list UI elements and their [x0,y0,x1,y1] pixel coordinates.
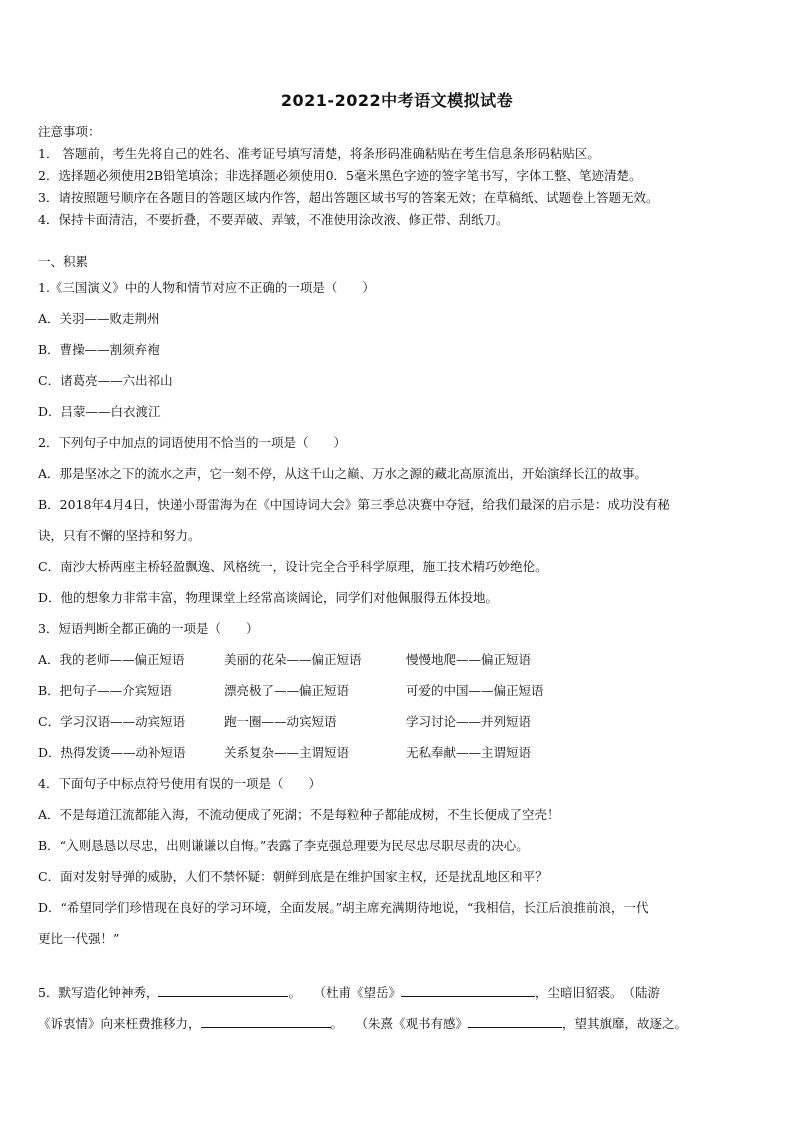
q4-option-d-line1: D．“希望同学们珍惜现在良好的学习环境，全面发展。”胡主席充满期待地说，“我相信，长江后浪推前浪，一代 [38,900,649,915]
q3-a-col2: 美丽的花朵——偏正短语 [224,652,362,667]
q5-blank-3[interactable] [201,1015,331,1028]
q3-d-col1: D．热得发烫——动补短语 [38,745,186,760]
q3-row-a [38,650,531,668]
q3-a-col1: A．我的老师——偏正短语 [38,652,185,667]
q5-text-2: 。 （杜甫《望岳》 [288,985,401,1000]
q3-stem: 3．短语判断全都正确的一项是（ ） [38,621,259,636]
q5-text-5: 。 （朱熹《观书有感》 [330,1016,469,1031]
notice-item-2: 2．选择题必须使用2B铅笔填涂；非选择题必须使用0．5毫米黑色字迹的签字笔书写，字体工整、笔迹清楚。 [38,168,642,183]
q3-b-col2: 漂亮极了——偏正短语 [224,683,350,698]
q2-option-d: D．他的想象力非常丰富，物理课堂上经常高谈阔论，同学们对他佩服得五体投地。 [38,590,499,605]
q4-option-b: B．“入则恳恳以尽忠，出则谦谦以自悔。”表露了李克强总理要为民尽忠尽职尽责的决心。 [38,838,529,853]
q3-b-col3: 可爱的中国——偏正短语 [406,683,544,698]
section-heading: 一、积累 [38,254,89,269]
q5-line1 [38,983,660,1001]
q4-stem: 4．下面句子中标点符号使用有误的一项是（ ） [38,776,321,791]
exam-title: 2021-2022中考语文模拟试卷 [280,91,514,110]
q2-stem: 2．下列句子中加点的词语使用不恰当的一项是（ ） [38,435,346,450]
q3-row-b [38,681,544,699]
q3-a-col3: 慢慢地爬——偏正短语 [406,652,532,667]
q2-option-a: A．那是坚冰之下的流水之声，它一刻不停，从这千山之巅、万水之源的藏北高原流出，开始演绎长江的故事。 [38,466,648,481]
notice-item-1: 1． 答题前，考生先将自己的姓名、准考证号填写清楚，将条形码准确粘贴在考生信息条形码粘贴区。 [38,146,600,161]
q5-blank-4[interactable] [468,1015,562,1028]
q3-row-c [38,712,531,730]
q3-b-col1: B．把句子——介宾短语 [38,683,173,698]
q2-option-b-line2: 诀，只有不懈的坚持和努力。 [38,528,201,543]
q5-text-4: 《诉衷情》向来枉费推移力， [38,1016,201,1031]
q5-text-1: 5．默写造化钟神秀， [38,985,159,1000]
notice-item-3: 3．请按照题号顺序在各题目的答题区域内作答，超出答题区域书写的答案无效；在草稿纸、试题卷上答题无效。 [38,190,659,205]
q3-d-col3: 无私奉献——主谓短语 [406,745,532,760]
q2-option-b-line1: B．2018年4月4日，快递小哥雷海为在《中国诗词大会》第三季总决赛中夺冠，给我们最深的启示是：成功没有秘 [38,497,670,512]
q4-option-a: A．不是每道江流都能入海，不流动便成了死湖；不是每粒种子都能成树，不生长便成了空壳！ [38,807,560,822]
q3-row-d [38,743,531,761]
q5-text-3: ，尘暗旧貂裘。 （陆游 [534,985,660,1000]
q1-option-a: A．关羽——败走荆州 [38,311,160,326]
q5-line2 [38,1014,687,1032]
q2-option-c: C．南沙大桥两座主桥轻盈飘逸、风格统一，设计完全合乎科学原理，施工技术精巧妙绝伦。 [38,559,548,574]
q4-option-d-line2: 更比一代强！” [38,931,120,946]
q5-blank-1[interactable] [158,984,288,997]
q5-blank-2[interactable] [401,984,535,997]
q5-text-6: ，望其旗靡，故逐之。 [562,1016,688,1031]
q3-d-col2: 关系复杂——主谓短语 [224,745,350,760]
q3-c-col3: 学习讨论——并列短语 [406,714,532,729]
q3-c-col1: C．学习汉语——动宾短语 [38,714,186,729]
q4-option-c: C．面对发射导弹的威胁，人们不禁怀疑：朝鲜到底是在维护国家主权，还是扰乱地区和平？ [38,869,548,884]
notice-item-4: 4．保持卡面清洁，不要折叠，不要弄破、弄皱，不准使用涂改液、修正带、刮纸刀。 [38,212,509,227]
q1-option-b: B．曹操——割须弃袍 [38,342,160,357]
q3-c-col2: 跑一圈——动宾短语 [224,714,337,729]
q1-option-d: D．吕蒙——白衣渡江 [38,404,161,419]
notice-heading: 注意事项： [38,124,101,139]
q1-stem: 1.《三国演义》中的人物和情节对应不正确的一项是（ ） [38,280,375,295]
q1-option-c: C．诸葛亮——六出祁山 [38,373,173,388]
